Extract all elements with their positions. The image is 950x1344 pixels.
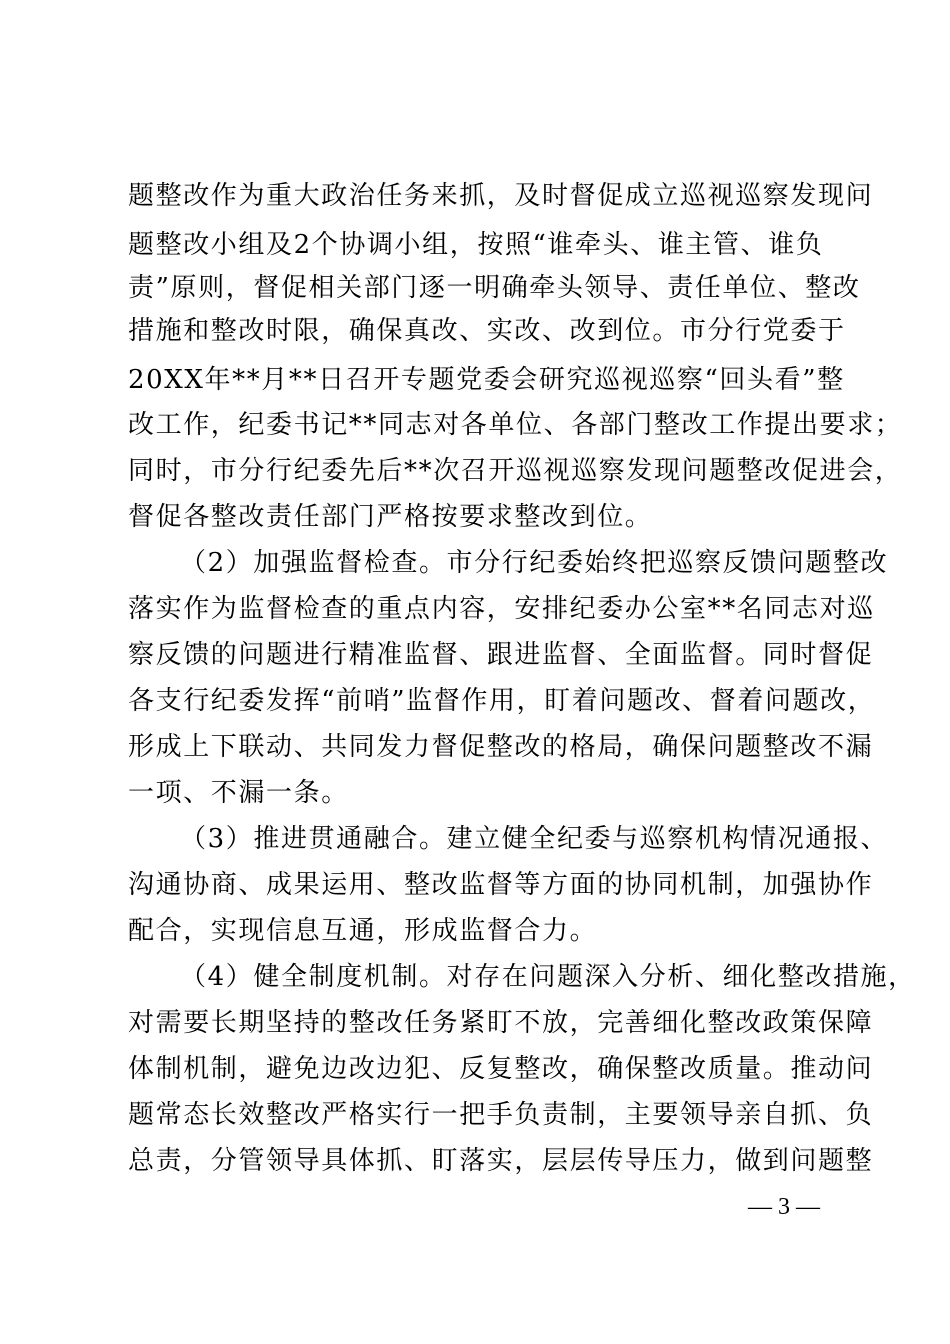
text-line: 督促各整改责任部门严格按要求整改到位。 (128, 502, 653, 532)
text-line: 配合，实现信息互通，形成监督合力。 (128, 916, 598, 946)
text-line: 同时，市分行纪委先后**次召开巡视巡察发现问题整改促进会， (128, 456, 903, 486)
text-line: 题整改作为重大政治任务来抓，及时督促成立巡视巡察发现问 (128, 181, 874, 211)
text-line: 20XX年**月**日召开专题党委会研究巡视巡察“回头看”整 (128, 365, 845, 395)
text-line: 形成上下联动、共同发力督促整改的格局，确保问题整改不漏 (128, 732, 874, 762)
paragraph-3-heading: （3）推进贯通融合。建立健全纪委与巡察机构情况通报、 (180, 824, 889, 854)
page-number: — 3 — (748, 1194, 820, 1220)
text-line: 题常态长效整改严格实行一把手负责制，主要领导亲自抓、负 (128, 1100, 874, 1130)
text-line: 总责，分管领导具体抓、盯落实，层层传导压力，做到问题整 (128, 1146, 874, 1176)
text-line: 题整改小组及2个协调小组，按照“谁牵头、谁主管、谁负 (128, 230, 824, 260)
text-line: 沟通协商、成果运用、整改监督等方面的协同机制，加强协作 (128, 870, 874, 900)
text-line: 察反馈的问题进行精准监督、跟进监督、全面监督。同时督促 (128, 640, 874, 670)
paragraph-2-heading: （2）加强监督检查。市分行纪委始终把巡察反馈问题整改 (180, 548, 889, 578)
text-line: 体制机制，避免边改边犯、反复整改，确保整改质量。推动问 (128, 1054, 874, 1084)
text-line: 对需要长期坚持的整改任务紧盯不放，完善细化整改政策保障 (128, 1008, 874, 1038)
paragraph-4-heading: （4）健全制度机制。对存在问题深入分析、细化整改措施， (180, 962, 916, 992)
text-line: 改工作，纪委书记**同志对各单位、各部门整改工作提出要求； (128, 410, 903, 440)
text-line: 责”原则，督促相关部门逐一明确牵头领导、责任单位、整改 (128, 273, 861, 303)
text-line: 落实作为监督检查的重点内容，安排纪委办公室**名同志对巡 (128, 594, 875, 624)
text-line: 一项、不漏一条。 (128, 778, 349, 808)
text-line: 措施和整改时限，确保真改、实改、改到位。市分行党委于 (128, 316, 846, 346)
text-line: 各支行纪委发挥“前哨”监督作用，盯着问题改、督着问题改， (128, 686, 876, 716)
